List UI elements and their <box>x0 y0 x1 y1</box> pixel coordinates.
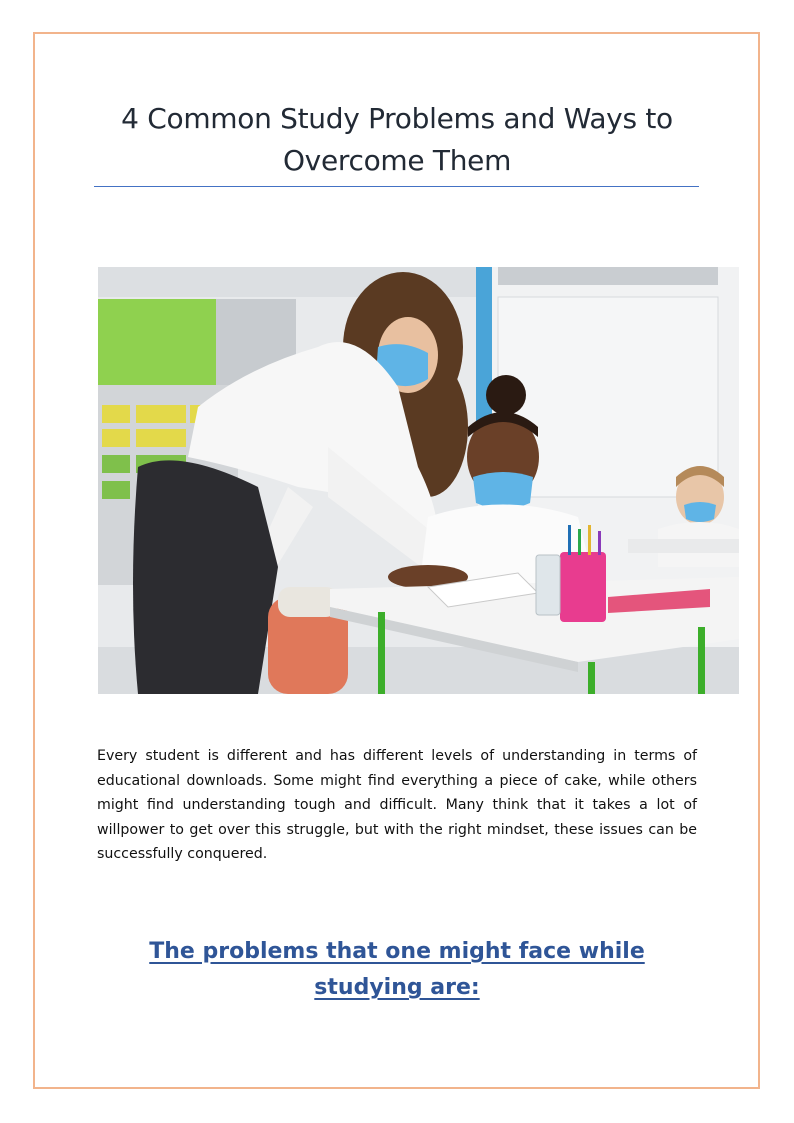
document-title: 4 Common Study Problems and Ways to Overcome Them <box>121 102 673 177</box>
intro-paragraph: Every student is different and has different levels of understanding in terms of educational downloads. Some might find everything a piece of cake, while others might find understanding tough and difficult. Many think that it takes a lot of willpower to get over this struggle, but with the right mindset, these issues can be successfully conquered. <box>97 748 697 862</box>
section-heading: The problems that one might face while studying are: <box>149 939 645 1000</box>
title-underline-rule <box>94 186 699 187</box>
classroom-photo <box>98 267 739 694</box>
